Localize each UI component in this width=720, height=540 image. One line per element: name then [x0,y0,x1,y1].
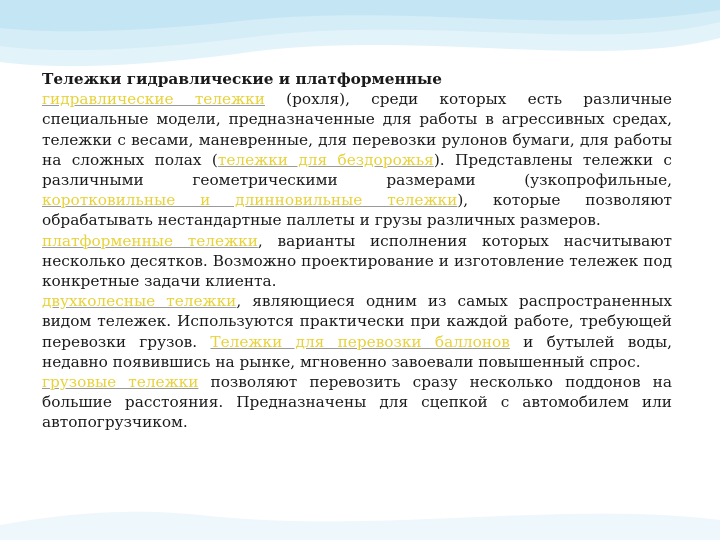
slide-content [42,69,672,433]
link-cylinder-trolleys[interactable]: Тележки для перевозки баллонов [210,332,510,351]
link-short-long-fork-trolleys[interactable]: коротковильные и длинновильные тележки [42,191,458,210]
paragraph-cargo: грузовые тележки позволяют перевозить сразу несколько поддонов на большие расстояния. Предназначены для сцепкой с автомобилем или автопогрузчиком. [42,373,672,432]
link-offroad-trolleys[interactable]: тележки для бездорожья [217,150,434,169]
paragraph-platform: платформенные тележки, варианты исполнения которых насчитывают несколько десятков. Возможно проектирование и изготовление тележек под конкретные задачи клиента. [42,231,672,291]
slide-title: Тележки гидравлические и платформенные [42,70,442,88]
link-platform-trolleys[interactable]: платформенные тележки [42,231,258,250]
link-two-wheel-trolleys[interactable]: двухколесные тележки [42,292,237,311]
link-hydraulic-trolleys[interactable]: гидравлические тележки [42,90,265,109]
link-cargo-trolleys[interactable]: грузовые тележки [42,373,199,392]
paragraph-hydraulic: гидравлические тележки (рохля), среди которых есть различные специальные модели, предназначенные для работы в агрессивных средах, тележки с весами, маневренные, для перевозки рулонов бумаги, для работы на сложных полах (тележки для бездорожья). Представлены тележки с различными геометрическими размерами (узкопрофильные, коротковильные и длинновильные тележки), которые позволяют обрабатывать нестандартные паллеты и грузы различных размеров. [42,90,672,230]
paragraph-two-wheel: двухколесные тележки, являющиеся одним из самых распространенных видом тележек. Используются практически при каждой работе, требующей перевозки грузов. Тележки для перевозки баллонов и бутылей воды, недавно появившись на рынке, мгновенно завоевали повышенный спрос. [42,292,673,371]
